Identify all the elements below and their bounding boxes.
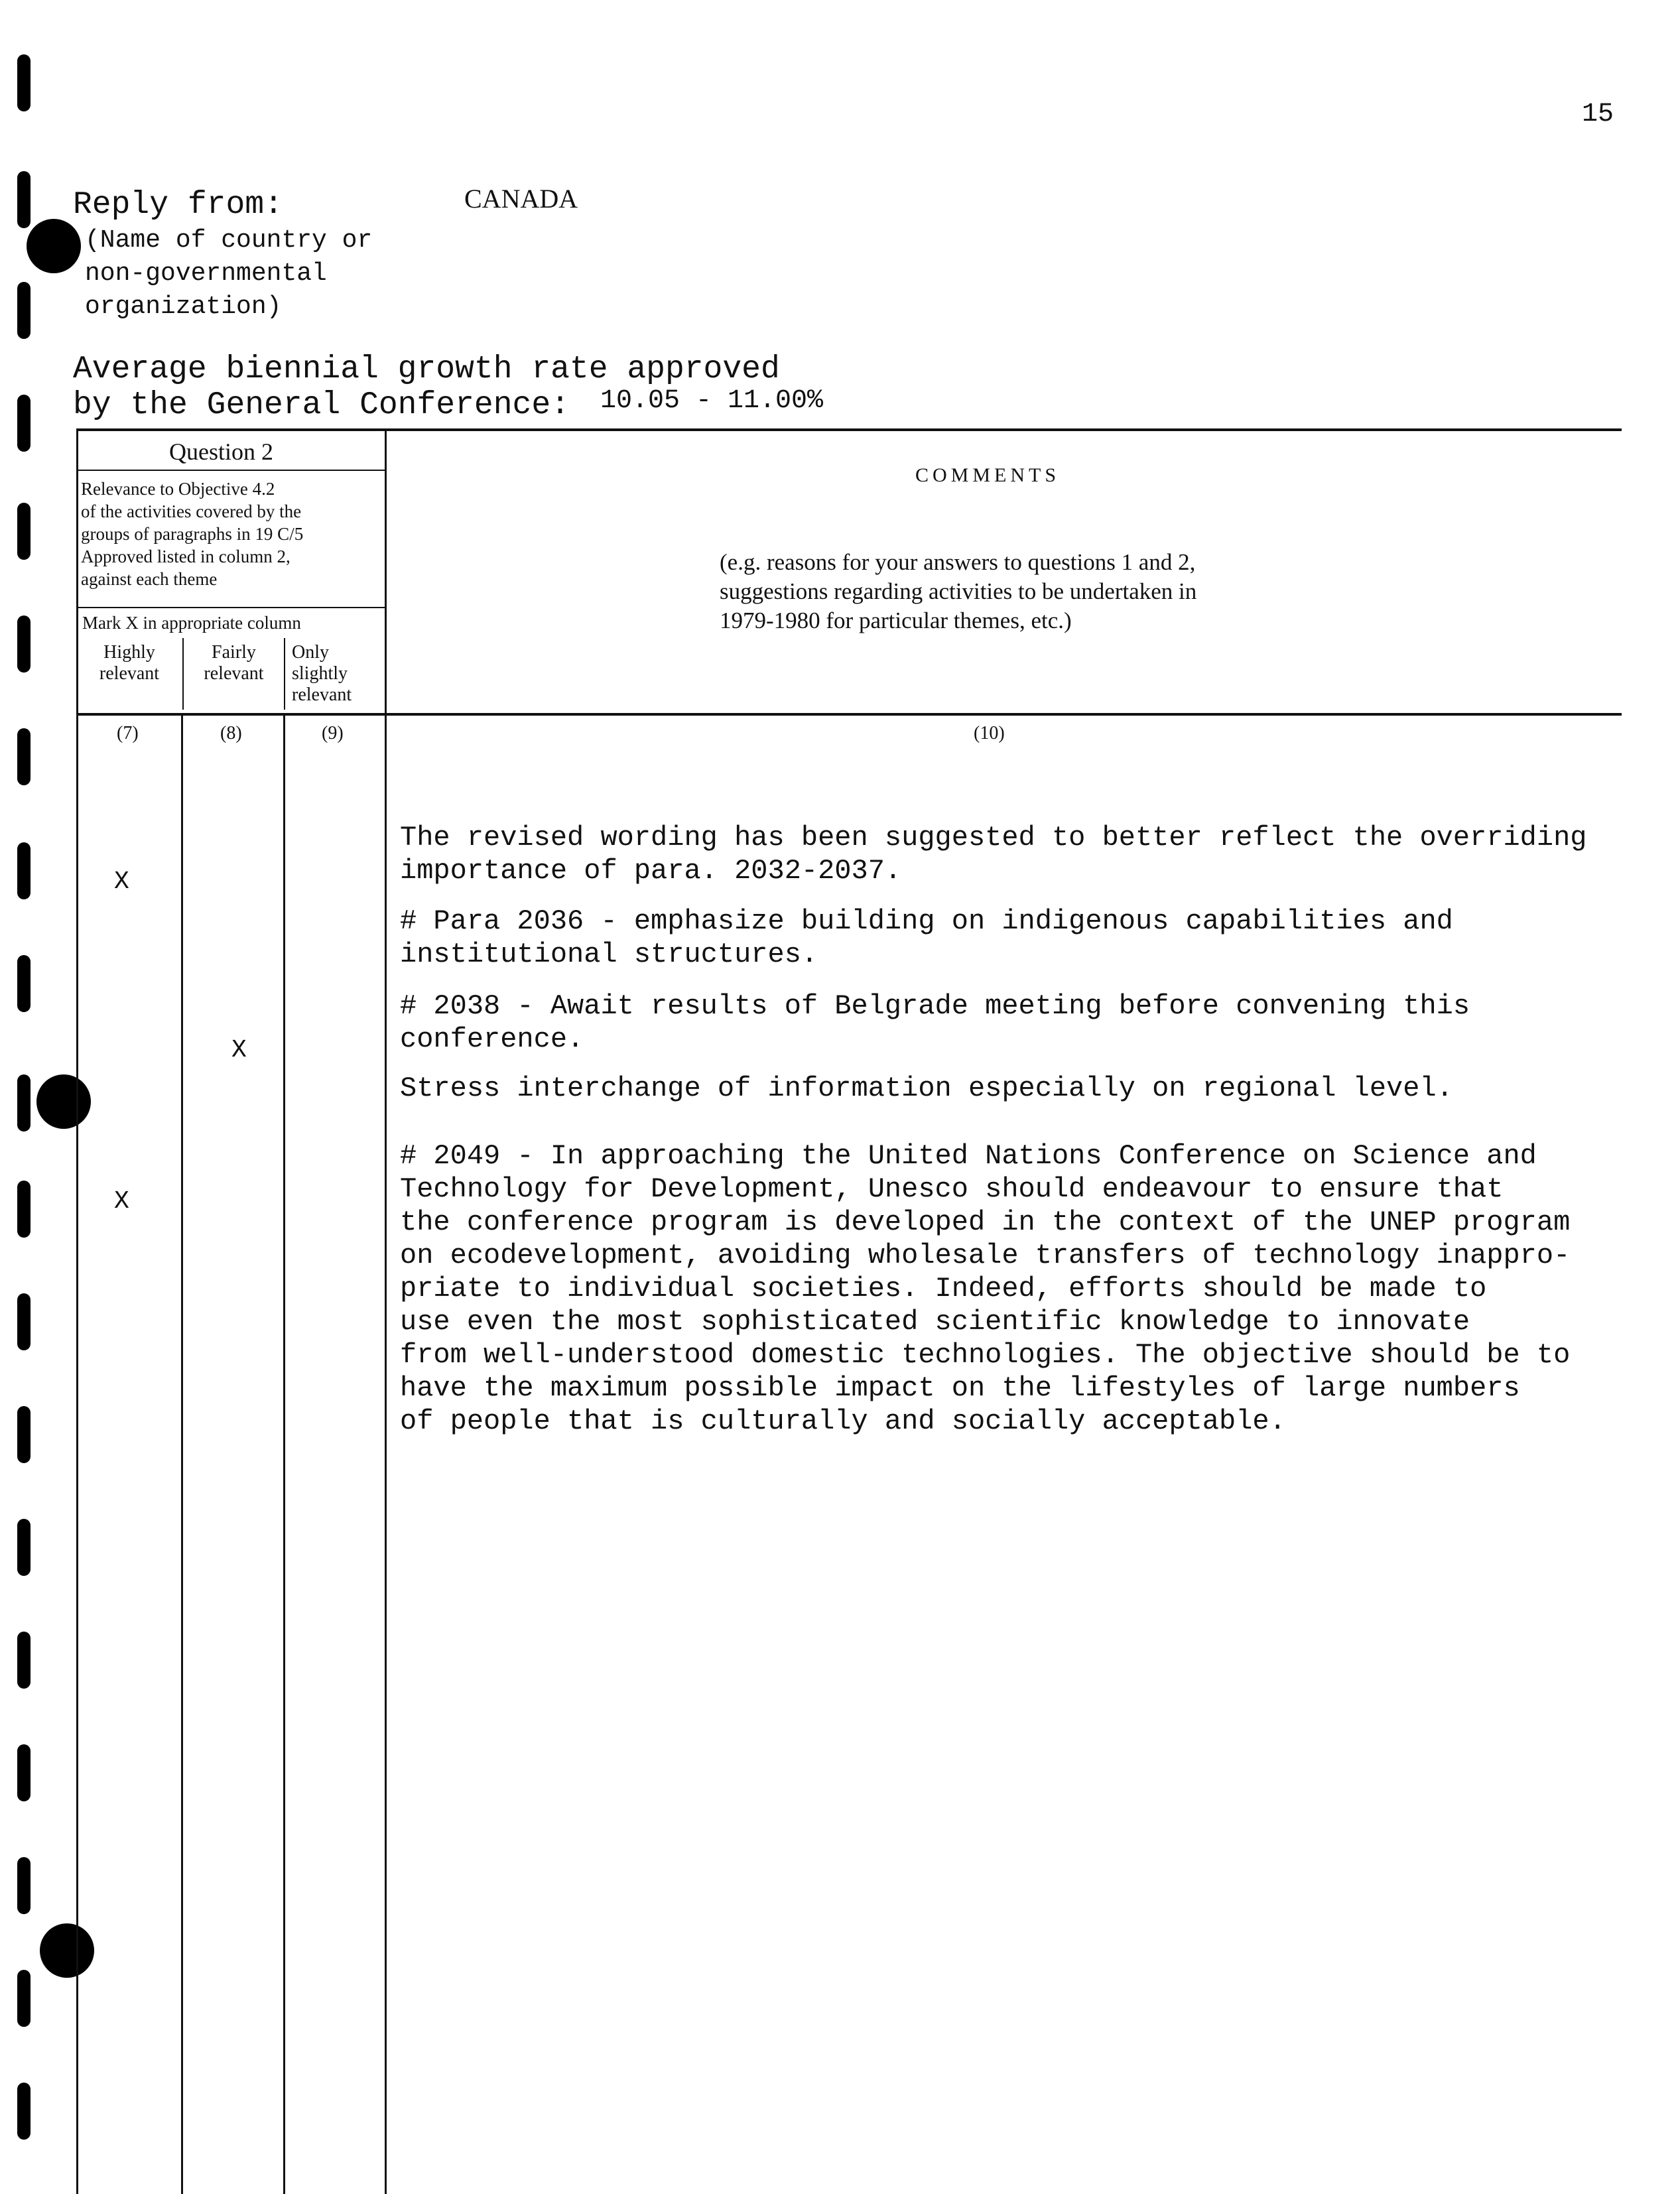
question-description-line: of the activities covered by the	[81, 501, 302, 521]
column-number: (9)	[322, 723, 344, 743]
comment-line: from well-understood domestic technologies. The objective should be to	[400, 1339, 1571, 1371]
comment-line: # 2038 - Await results of Belgrade meeting before convening this	[400, 990, 1470, 1022]
punch-mark	[17, 728, 31, 785]
comment-line: The revised wording has been suggested to better reflect the overriding	[400, 822, 1587, 854]
relevance-mark: X	[114, 1187, 129, 1216]
punch-mark	[17, 955, 31, 1012]
comment-line: Technology for Development, Unesco should endeavour to ensure that	[400, 1173, 1504, 1205]
description-rule	[78, 607, 385, 608]
column-header-highly	[80, 642, 179, 684]
column-header-fairly	[186, 642, 282, 684]
comments-subtitle-line: (e.g. reasons for your answers to questions 1 and 2,	[720, 549, 1196, 575]
comments-subtitle-line: 1979-1980 for particular themes, etc.)	[720, 608, 1072, 633]
question-description-line: against each theme	[81, 569, 218, 589]
comment-paragraph	[400, 1072, 1453, 1105]
comment-line: Stress interchange of information especially on regional level.	[400, 1072, 1453, 1104]
punch-mark	[17, 842, 31, 899]
question-description	[81, 478, 303, 590]
comments-subtitle-line: suggestions regarding activities to be undertaken in	[720, 578, 1197, 604]
country-name: CANADA	[464, 184, 578, 214]
question-description-line: Approved listed in column 2,	[81, 547, 291, 566]
column-number: (8)	[220, 723, 242, 743]
reply-note-line: (Name of country or	[85, 226, 373, 255]
column-header-slightly	[292, 642, 378, 706]
header-col-rule	[284, 638, 285, 710]
page-number: 15	[1582, 99, 1614, 129]
comments-title: COMMENTS	[915, 464, 1061, 486]
comment-paragraph	[400, 1139, 1570, 1438]
question-title: Question 2	[169, 438, 273, 465]
comment-line: conference.	[400, 1023, 584, 1055]
comments-subtitle	[720, 548, 1196, 635]
comment-line: use even the most sophisticated scientific knowledge to innovate	[400, 1306, 1470, 1338]
punch-mark	[17, 503, 31, 560]
question-description-line: Relevance to Objective 4.2	[81, 479, 275, 499]
comment-line: on ecodevelopment, avoiding wholesale transfers of technology inappro-	[400, 1240, 1571, 1271]
punch-mark	[17, 2083, 31, 2140]
comment-line: of people that is culturally and socially acceptable.	[400, 1405, 1286, 1437]
header-bottom-rule	[76, 713, 1622, 716]
comment-line: # 2049 - In approaching the United Nations Conference on Science and	[400, 1140, 1537, 1172]
punch-mark	[17, 171, 31, 228]
relevance-mark: X	[231, 1036, 247, 1065]
column-number: (7)	[117, 723, 139, 743]
column-header-line: relevant	[204, 663, 264, 684]
column-header-line: Only	[292, 642, 329, 663]
punch-mark	[17, 1074, 31, 1131]
comments-divider-rule	[385, 428, 387, 2194]
punch-mark	[17, 1406, 31, 1463]
reply-note-line: organization)	[85, 292, 282, 321]
punch-mark	[17, 1970, 31, 2027]
mark-instruction: Mark X in appropriate column	[82, 613, 301, 633]
relevance-mark: X	[114, 868, 129, 896]
table-top-rule	[76, 428, 1622, 431]
punch-mark	[17, 395, 31, 452]
comment-line: priate to individual societies. Indeed, efforts should be made to	[400, 1273, 1487, 1305]
punch-mark	[17, 282, 31, 339]
punch-mark	[17, 1857, 31, 1914]
punch-hole	[40, 1923, 94, 1978]
punch-mark	[17, 1181, 31, 1238]
comment-paragraph	[400, 990, 1470, 1056]
column-number: (10)	[974, 723, 1005, 743]
punch-mark	[17, 1293, 31, 1350]
punch-mark	[17, 615, 31, 673]
comment-paragraph	[400, 905, 1453, 971]
column-rule	[181, 716, 183, 2194]
punch-mark	[17, 1632, 31, 1689]
column-header-line: relevant	[292, 684, 352, 705]
column-header-line: Highly	[103, 642, 155, 663]
reply-note	[85, 224, 372, 324]
question-title-rule	[78, 470, 385, 471]
comment-line: have the maximum possible impact on the lifestyles of large numbers	[400, 1372, 1520, 1404]
punch-mark	[17, 1744, 31, 1801]
reply-from-label: Reply from:	[73, 187, 283, 223]
column-rule	[283, 716, 285, 2194]
comment-line: the conference program is developed in the context of the UNEP program	[400, 1206, 1571, 1238]
comment-line: institutional structures.	[400, 938, 818, 970]
punch-mark	[17, 54, 31, 111]
growth-rate-line: by the General Conference:	[73, 387, 570, 423]
punch-hole	[36, 1074, 91, 1129]
comment-line: # Para 2036 - emphasize building on indigenous capabilities and	[400, 905, 1453, 937]
column-header-line: Fairly	[212, 642, 256, 663]
question-description-line: groups of paragraphs in 19 C/5	[81, 524, 304, 544]
comment-paragraph	[400, 821, 1587, 887]
growth-rate-line: Average biennial growth rate approved	[73, 352, 780, 387]
punch-mark	[17, 1519, 31, 1576]
growth-rate-value: 10.05 - 11.00%	[600, 386, 824, 416]
punch-hole	[27, 219, 81, 273]
column-header-line: slightly	[292, 663, 348, 684]
column-header-line: relevant	[99, 663, 160, 684]
header-col-rule	[182, 638, 184, 710]
comment-line: importance of para. 2032-2037.	[400, 855, 902, 887]
table-left-rule	[76, 428, 78, 2194]
reply-note-line: non-governmental	[85, 259, 327, 288]
